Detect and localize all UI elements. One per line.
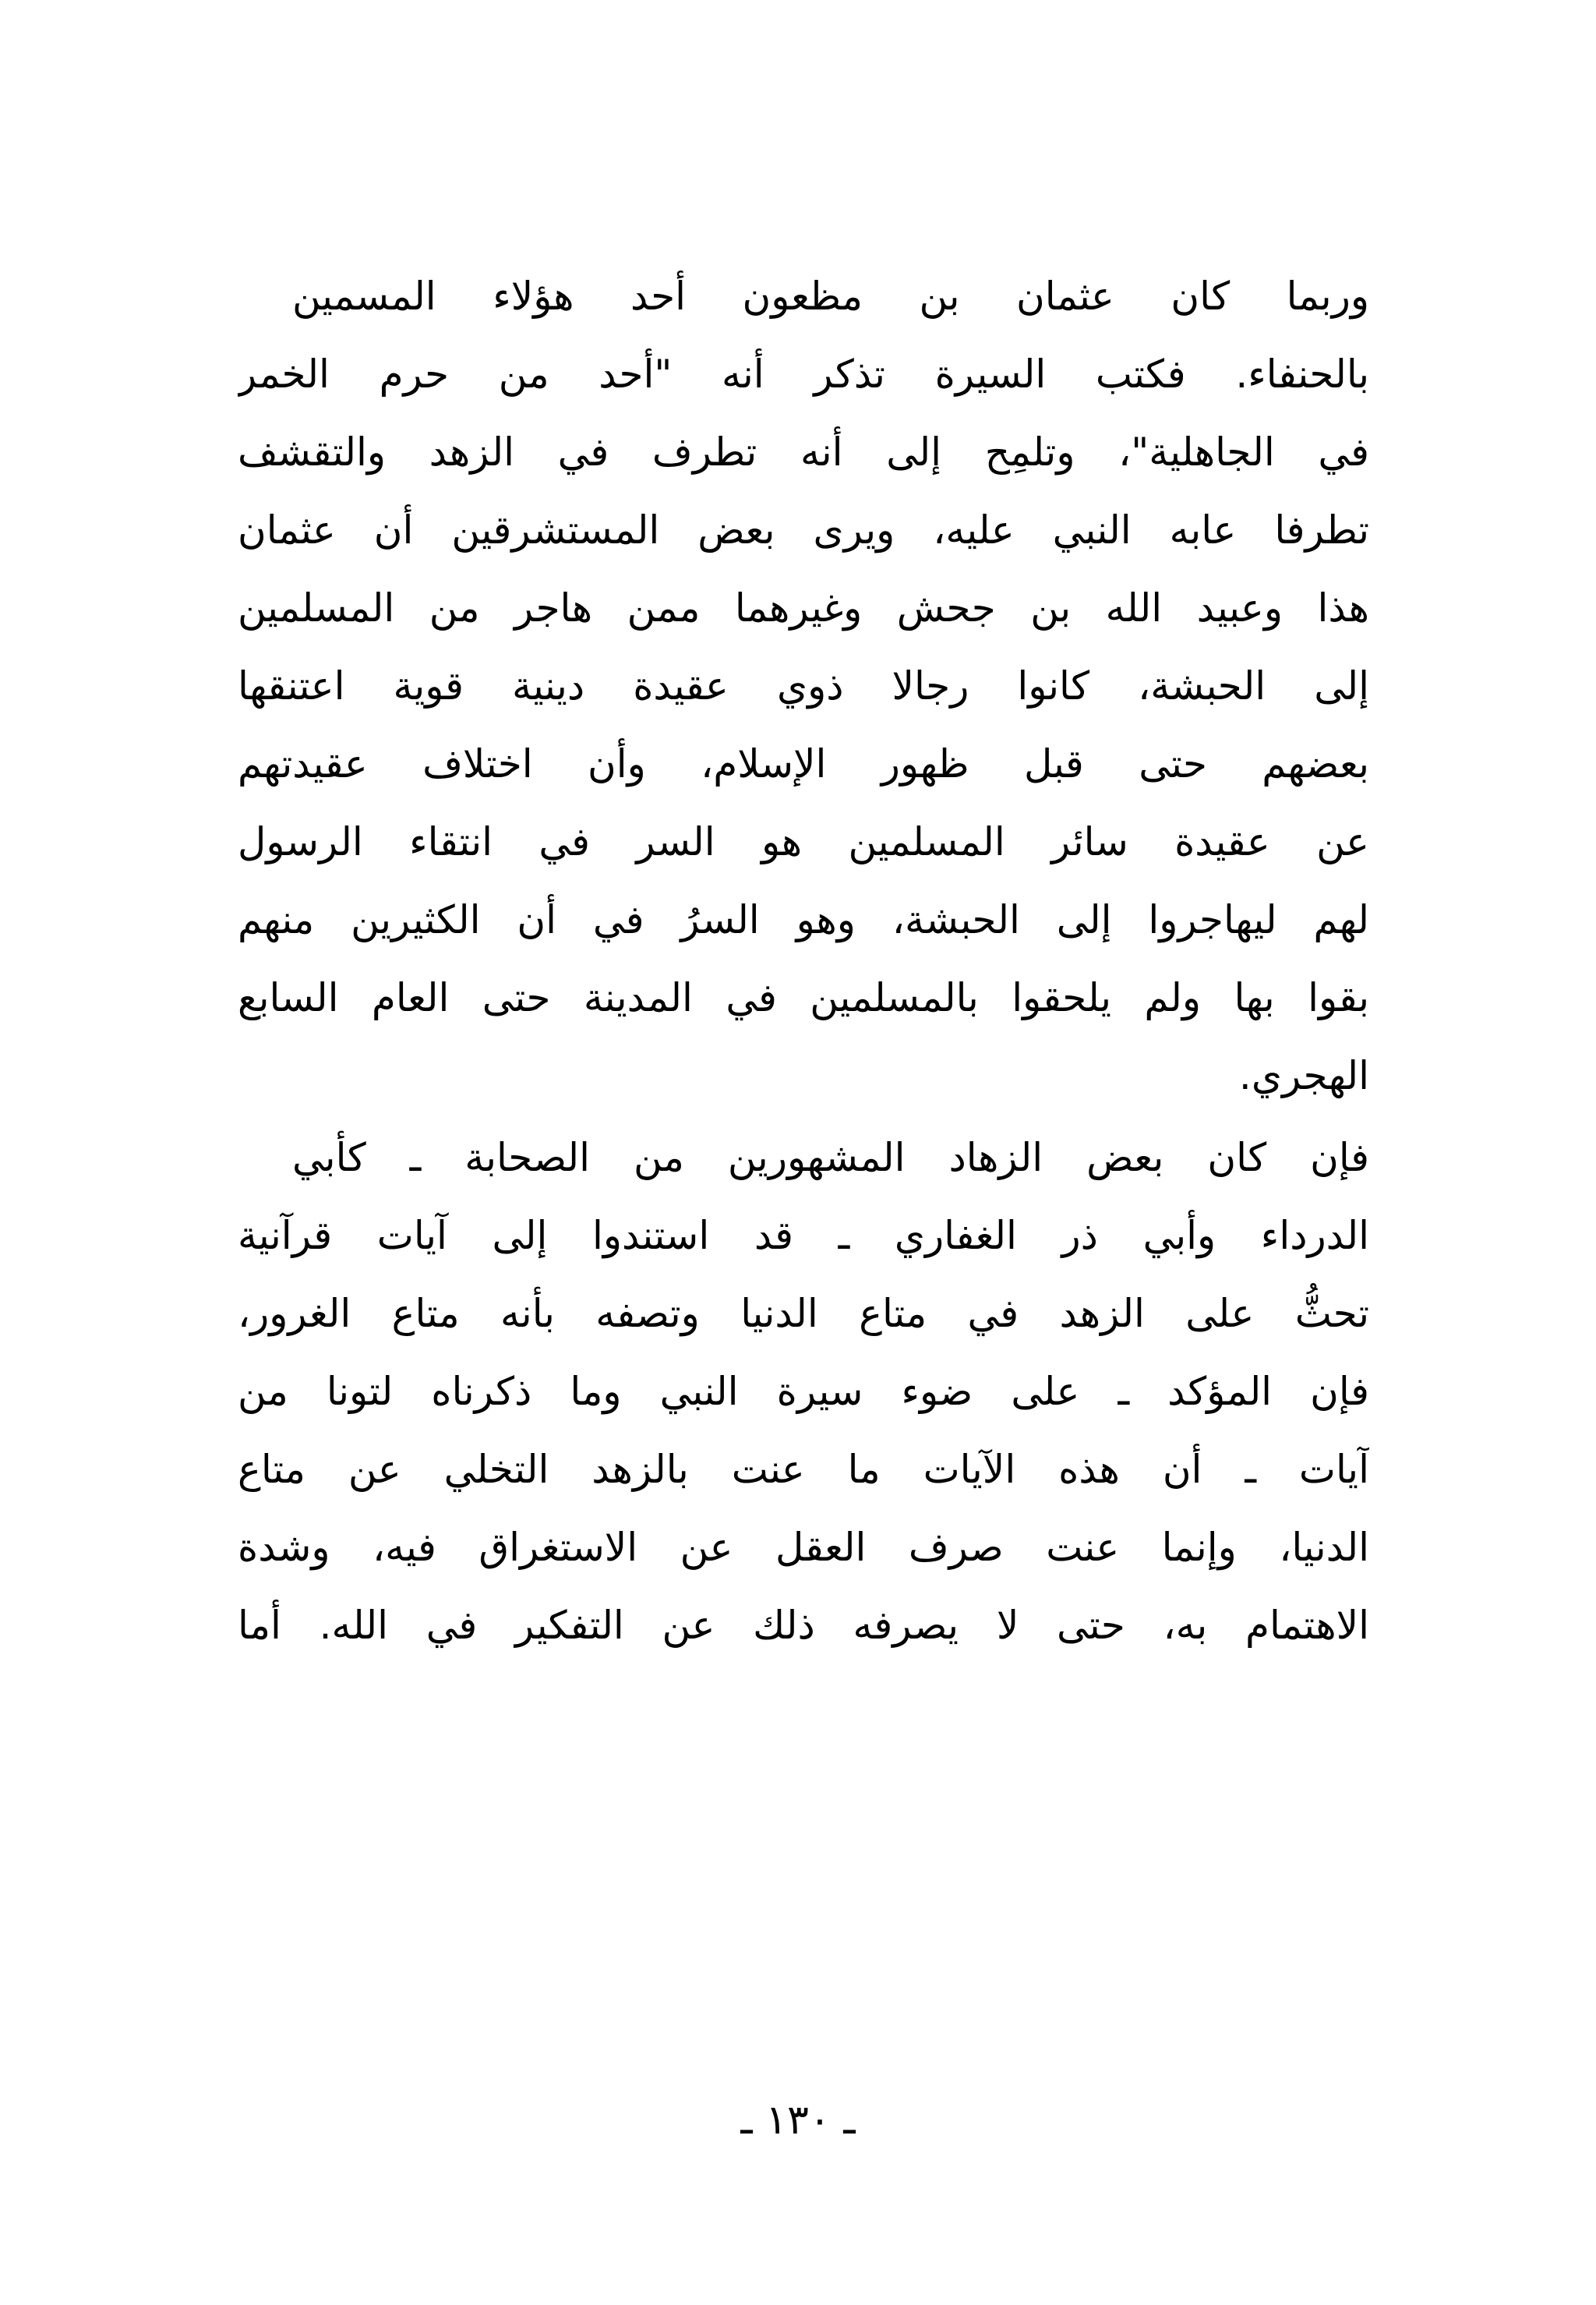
paragraph-2-line-1: فإن كان بعض الزهاد المشهورين من الصحابة ـ كأبي [292,1135,1369,1180]
paragraph-1-line-7: بعضهم حتى قبل ظهور الإسلام، وأن اختلاف عقيدتهم [238,741,1369,787]
paragraph-1-line-11: الهجري. [1238,1053,1369,1098]
paragraph-1-line-5: هذا وعبيد الله بن جحش وغيرهما ممن هاجر من المسلمين [238,585,1369,631]
paragraph-2-line-4: فإن المؤكد ـ على ضوء سيرة النبي وما ذكرناه لتونا من [238,1369,1369,1414]
paragraph-2-line-5: آيات ـ أن هذه الآيات ما عنت بالزهد التخلي عن متاع [238,1447,1369,1492]
paragraph-1-line-10: بقوا بها ولم يلحقوا بالمسلمين في المدينة حتى العام السابع [238,975,1369,1020]
paragraph-2-line-2: الدرداء وأبي ذر الغفاري ـ قد استندوا إلى آيات قرآنية [238,1213,1369,1258]
paragraph-1-line-8: عن عقيدة سائر المسلمين هو السر في انتقاء الرسول [238,819,1369,864]
paragraph-1-line-1: وربما كان عثمان بن مظعون أحد هؤلاء المسمين [292,274,1369,319]
paragraph-1-line-6: إلى الحبشة، كانوا رجالا ذوي عقيدة دينية قوية اعتنقها [238,663,1369,709]
paragraph-2-line-3: تحثُّ على الزهد في متاع الدنيا وتصفه بأنه متاع الغرور، [238,1291,1369,1336]
paragraph-2-line-6: الدنيا، وإنما عنت صرف العقل عن الاستغراق فيه، وشدة [238,1525,1369,1570]
paragraph-1-line-2: بالحنفاء. فكتب السيرة تذكر أنه "أحد من حرم الخمر [238,352,1369,397]
paragraph-2-line-7: الاهتمام به، حتى لا يصرفه ذلك عن التفكير في الله. أما [238,1603,1369,1648]
paragraph-1-line-4: تطرفا عابه النبي عليه، ويرى بعض المستشرقين أن عثمان [238,507,1369,553]
paragraph-1-line-3: في الجاهلية"، وتلمِح إلى أنه تطرف في الزهد والتقشف [238,430,1369,475]
page-number: ـ ١٣٠ ـ [740,2097,856,2144]
paragraph-1-line-9: لهم ليهاجروا إلى الحبشة، وهو السرُ في أن الكثيرين منهم [238,897,1369,942]
